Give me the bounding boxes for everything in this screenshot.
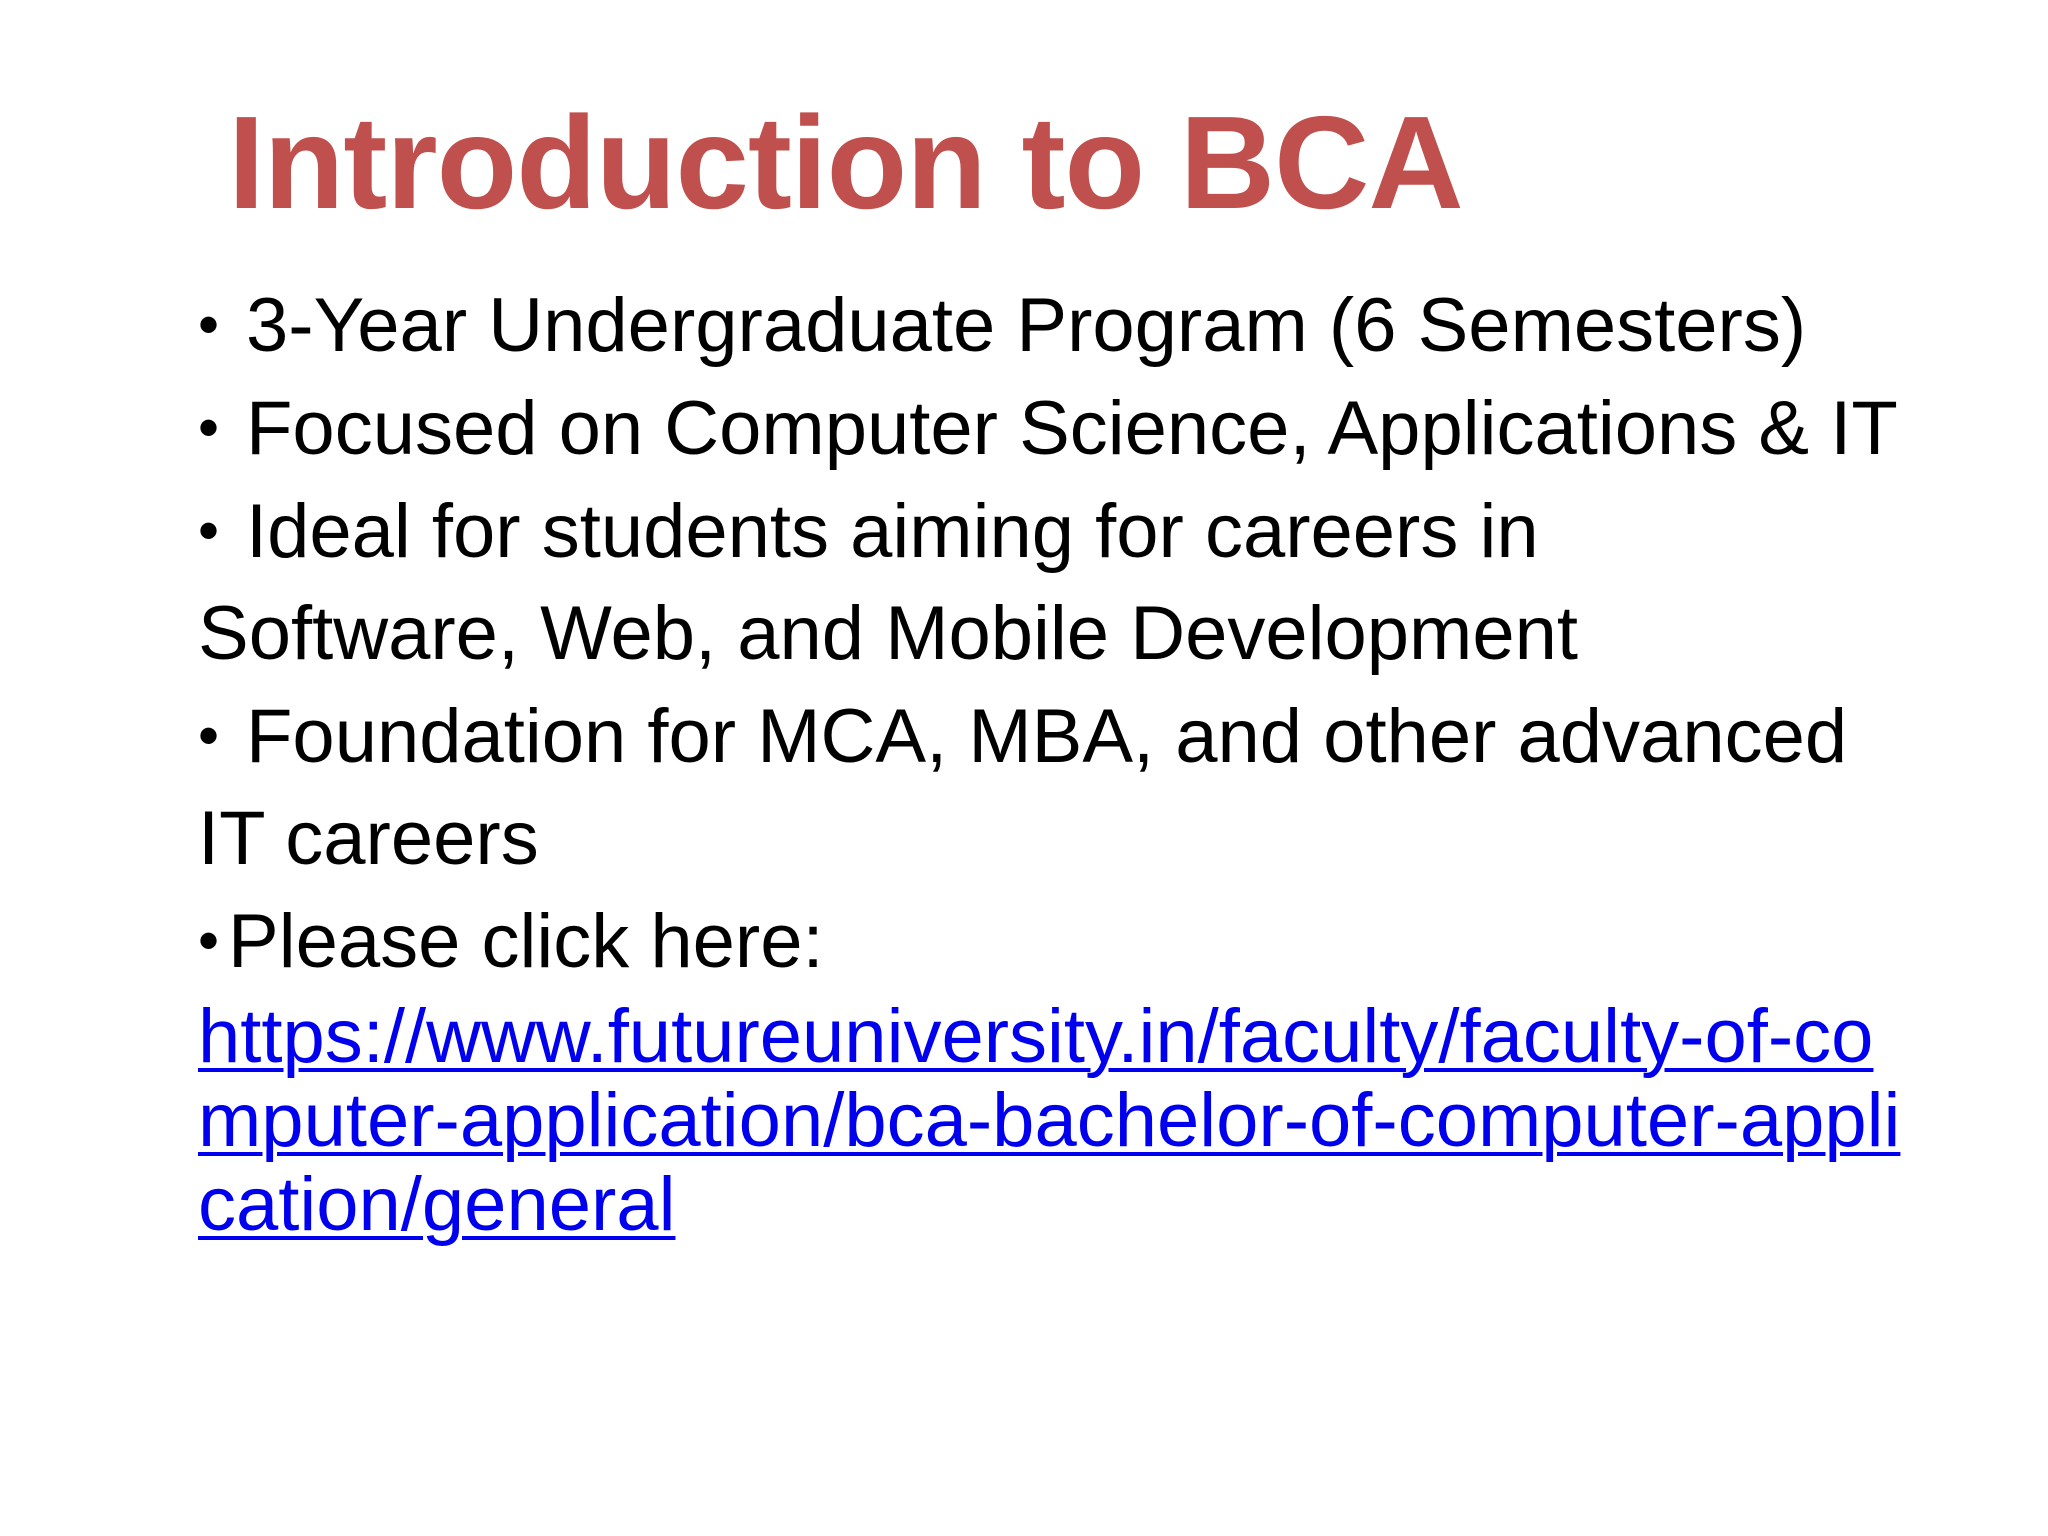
- bullet-icon: •: [198, 702, 220, 769]
- bullet-item-1: [198, 274, 1918, 377]
- slide-body: [198, 274, 1918, 1247]
- bullet-icon: •: [198, 291, 220, 358]
- bullet-text: Foundation for MCA, MBA, and other advanced: [246, 694, 1848, 779]
- bullet-item-click: [198, 890, 1918, 1247]
- bullet-continuation: IT careers: [198, 796, 539, 881]
- click-prompt: Please click here:: [228, 899, 824, 984]
- bullet-item-3: [198, 480, 1918, 685]
- course-link[interactable]: https://www.futureuniversity.in/faculty/faculty-of-computer-application/bca-bachelor-of-computer-application/general: [198, 994, 1901, 1247]
- bullet-icon: •: [198, 907, 220, 974]
- bullet-item-4: [198, 685, 1918, 890]
- slide-title: Introduction to BCA: [228, 89, 1463, 236]
- bullet-continuation: Software, Web, and Mobile Development: [198, 591, 1578, 676]
- bullet-icon: •: [198, 497, 220, 564]
- bullet-item-2: [198, 377, 1918, 480]
- bullet-text: Focused on Computer Science, Applications & IT: [246, 386, 1898, 471]
- bullet-text: 3-Year Undergraduate Program (6 Semesters): [246, 283, 1807, 368]
- bullet-icon: •: [198, 394, 220, 461]
- bullet-text: Ideal for students aiming for careers in: [246, 489, 1539, 574]
